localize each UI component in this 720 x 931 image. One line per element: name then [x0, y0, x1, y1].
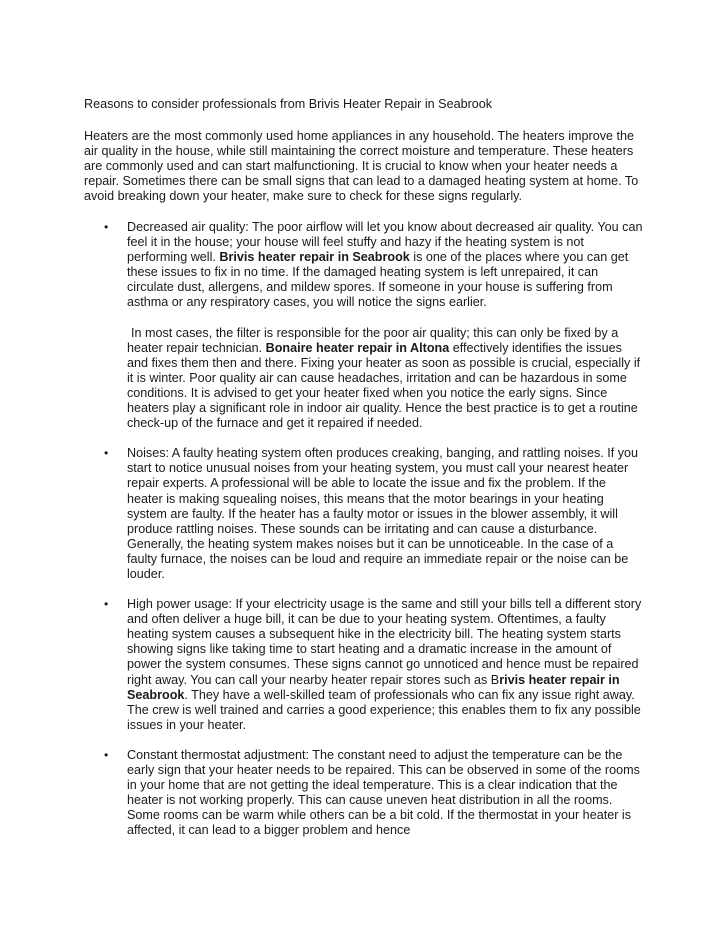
- signs-list: [84, 220, 644, 838]
- text-run: effectively identifies the issues and fixes them then and there. Fixing your heater as soon as possible is crucial, especially if it is winter. Poor quality air can cause headaches, irritation and can be hazardous in some conditions. It is advised to get your heater fixed when you notice the early signs. Since heaters play a significant role in indoor air quality. Hence the best practice is to get a routine check-up of the furnace and get it repaired if needed.: [127, 340, 641, 431]
- power-usage-paragraph: [127, 597, 644, 733]
- thermostat-paragraph: Constant thermostat adjustment: The constant need to adjust the temperature can be the early sign that your heater needs to be repaired. This can be observed in some of the rooms in your home that are not getting the ideal temperature. This is a clear indication that the heater is not working properly. This can cause uneven heat distribution in all the rooms. Some rooms can be warm while others can be a bit cold. If the thermostat in your heater is affected, it can lead to a bigger problem and hence: [127, 747, 640, 838]
- bold-keyword: rivis heater repair in Seabrook: [127, 672, 620, 702]
- text-run: . They have a well-skilled team of professionals who can fix any issue right away. The crew is well trained and carries a good experience; this enables them to fix any possible issues in your heater.: [127, 687, 641, 732]
- air-quality-paragraph: [127, 220, 644, 311]
- bold-keyword: Brivis heater repair in Seabrook: [219, 250, 410, 265]
- text-run: Decreased air quality: The poor airflow will let you know about decreased air quality. You can feel it in the house; your house will feel stuffy and hazy if the heating system is not performing well.: [127, 220, 643, 265]
- bold-keyword: Bonaire heater repair in Altona: [265, 340, 450, 355]
- list-item-air-quality: [84, 220, 644, 446]
- text-run: is one of the places where you can get these issues to fix in no time. If the damaged heating system is left unrepaired, it can circulate dust, allergens, and mildew spores. If someone in your house is suffering from asthma or any respiratory cases, you will notice the signs earlier.: [127, 250, 629, 310]
- text-run: High power usage: If your electricity usage is the same and still your bills tell a different story and often deliver a huge bill, it can be due to your heating system. Oftentimes, a faulty heating system causes a subsequent hike in the electricity bill. The heating system starts showing signs like taking time to start heating and a dramatic increase in the amount of power the system consumes. These signs cannot go unnoticed and hence must be repaired right away. You can call your nearby heater repair stores such as B: [127, 597, 642, 687]
- noises-paragraph: Noises: A faulty heating system often produces creaking, banging, and rattling noises. If you start to notice unusual noises from your heating system, you must call your nearest heater repair experts. A professional will be able to locate the issue and fix the problem. If the heater is making squealing noises, this means that the motor bearings in your heating system are faulty. If the heater has a faulty motor or issues in the blower assembly, it will produce rattling noises. These sounds can be irritating and can cause a disturbance. Generally, the heating system makes noises but it can be unnoticeable. In the case of a faulty furnace, the noises can be loud and require an immediate repair or the noise can be louder.: [127, 446, 639, 581]
- list-item-power-usage: [84, 597, 644, 748]
- document-title: Reasons to consider professionals from Brivis Heater Repair in Seabrook: [84, 97, 493, 111]
- list-item-thermostat: [84, 748, 644, 839]
- bullet-icon: •: [104, 446, 109, 461]
- text-run: In most cases, the filter is responsible for the poor air quality; this can only be fixed by a heater repair technician.: [127, 325, 619, 355]
- bullet-icon: •: [104, 747, 109, 762]
- air-quality-followup-paragraph: [127, 326, 644, 432]
- list-item-noises: [84, 446, 644, 597]
- intro-paragraph: Heaters are the most commonly used home appliances in any household. The heaters improve the air quality in the house, while still maintaining the correct moisture and temperature. These heaters are commonly used and can start malfunctioning. It is crucial to know when your heater needs a repair. Sometimes there can be small signs that can lead to a damaged heating system at home. To avoid breaking down your heater, make sure to check for these signs regularly.: [84, 129, 639, 204]
- bullet-icon: •: [104, 597, 109, 612]
- bullet-icon: •: [104, 220, 109, 234]
